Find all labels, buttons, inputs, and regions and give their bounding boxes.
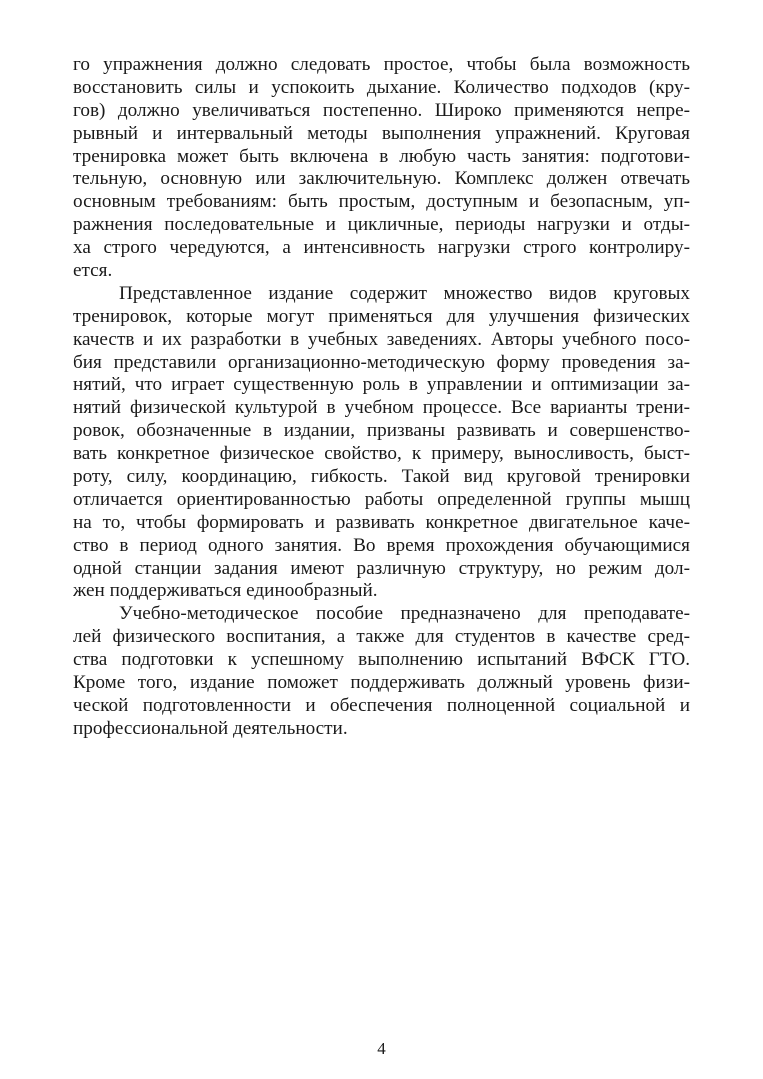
text-line: одной станции задания имеют различную структуру, но режим дол- xyxy=(73,557,690,579)
page-number: 4 xyxy=(377,1039,386,1058)
paragraph xyxy=(73,603,690,740)
paragraph xyxy=(73,54,690,283)
text-line: ства подготовки к успешному выполнению испытаний ВФСК ГТО. xyxy=(73,649,690,671)
text-line: профессиональной деятельности. xyxy=(73,717,348,739)
text-line: ство в период одного занятия. Во время прохождения обучающимися xyxy=(73,534,690,556)
text-line: роту, силу, координацию, гибкость. Такой вид круговой тренировки xyxy=(73,466,690,488)
text-line: восстановить силы и успокоить дыхание. Количество подходов (кру- xyxy=(73,76,690,98)
text-line: ется. xyxy=(73,260,113,282)
text-line: нятий, что играет существенную роль в управлении и оптимизации за- xyxy=(73,374,690,396)
text-line: лей физического воспитания, а также для студентов в качестве сред- xyxy=(73,626,690,648)
text-line: бия представили организационно-методическую форму проведения за- xyxy=(73,351,690,373)
text-line: нятий физической культурой в учебном процессе. Все варианты трени- xyxy=(73,397,690,419)
text-line: ровок, обозначенные в издании, призваны развивать и совершенство- xyxy=(73,420,690,442)
text-line: рывный и интервальный методы выполнения упражнений. Круговая xyxy=(73,122,690,144)
text-line: основным требованиям: быть простым, доступным и безопасным, уп- xyxy=(73,191,690,213)
text-line: качеств и их разработки в учебных заведениях. Авторы учебного посо- xyxy=(73,328,690,350)
text-line: отличается ориентированностью работы определенной группы мышц xyxy=(73,488,690,510)
text-line: тренировок, которые могут применяться для улучшения физических xyxy=(73,305,690,327)
text-line: жен поддерживаться единообразный. xyxy=(73,580,378,602)
text-line: ха строго чередуются, а интенсивность нагрузки строго контролиру- xyxy=(73,237,690,259)
text-line: ческой подготовленности и обеспечения полноценной социальной и xyxy=(73,694,690,716)
text-line: вать конкретное физическое свойство, к примеру, выносливость, быст- xyxy=(73,443,690,465)
text-line: Представленное издание содержит множество видов круговых xyxy=(119,282,690,304)
text-line: на то, чтобы формировать и развивать конкретное двигательное каче- xyxy=(73,511,690,533)
body-text xyxy=(73,54,690,741)
paragraph xyxy=(73,283,690,603)
text-line: го упражнения должно следовать простое, чтобы была возможность xyxy=(73,54,690,75)
text-line: ражнения последовательные и цикличные, периоды нагрузки и отды- xyxy=(73,214,690,236)
text-line: тренировка может быть включена в любую часть занятия: подготови- xyxy=(73,145,690,167)
text-line: тельную, основную или заключительную. Комплекс должен отвечать xyxy=(73,168,690,190)
text-line: Кроме того, издание поможет поддерживать должный уровень физи- xyxy=(73,672,690,694)
text-line: Учебно-методическое пособие предназначено для преподавате- xyxy=(119,603,690,625)
text-line: гов) должно увеличиваться постепенно. Широко применяются непре- xyxy=(73,99,690,121)
